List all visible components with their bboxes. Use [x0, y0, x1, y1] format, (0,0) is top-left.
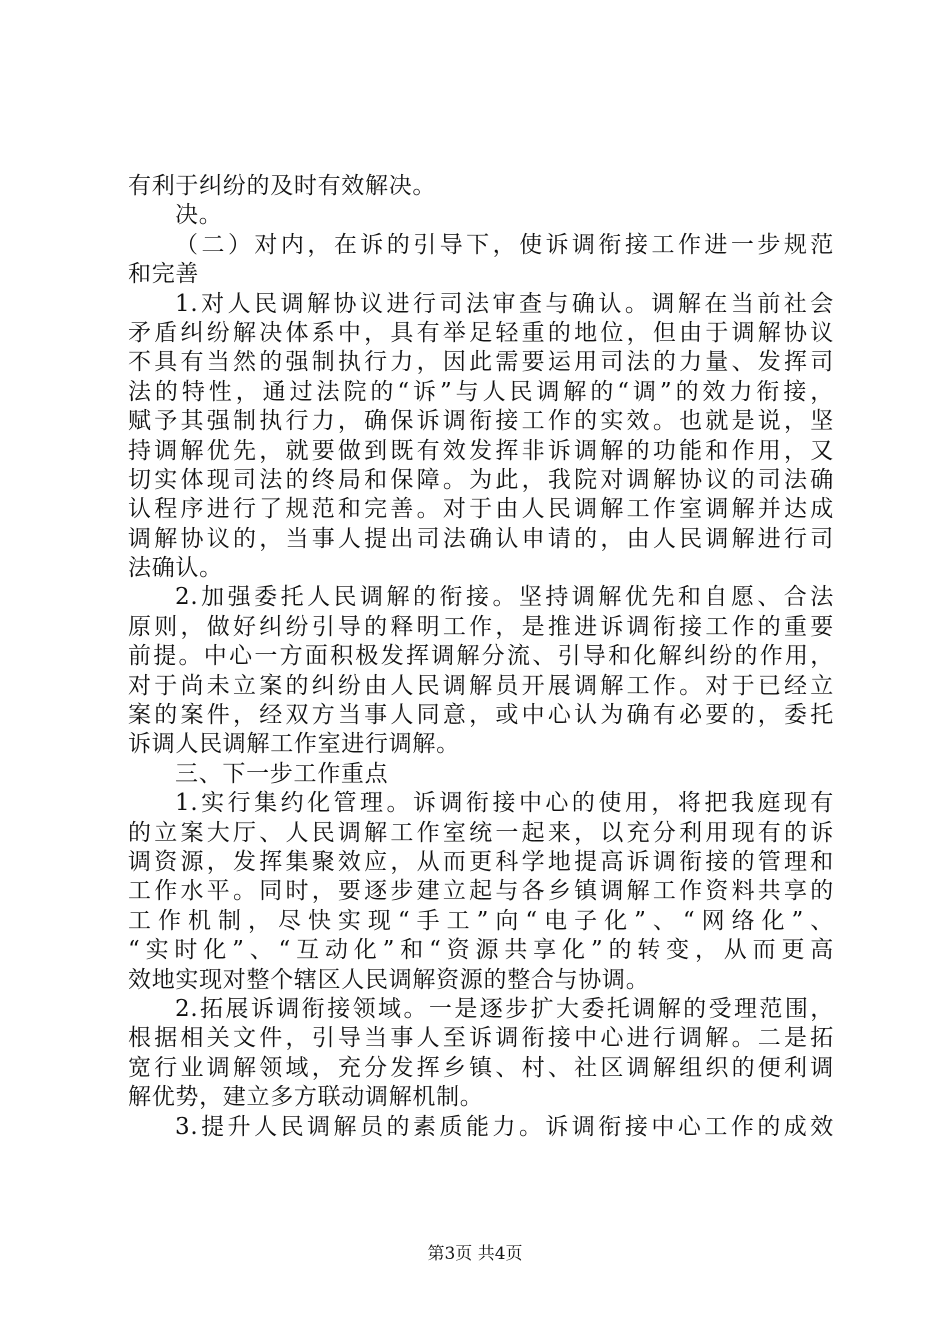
text-line: “实时化”、“互动化”和“资源共享化”的转变，从而更高 — [128, 937, 834, 964]
text-line: 切实体现司法的终局和保障。为此，我院对调解协议的司法确 — [128, 466, 834, 493]
text-line: 矛盾纠纷解决体系中，具有举足轻重的地位，但由于调解协议 — [128, 319, 834, 346]
text-line: 法的特性，通过法院的“诉”与人民调解的“调”的效力衔接， — [128, 378, 834, 405]
text-line: 1.实行集约化管理。诉调衔接中心的使用，将把我庭现有 — [175, 790, 834, 817]
text-line: 调解协议的，当事人提出司法确认申请的，由人民调解进行司 — [128, 525, 834, 552]
text-line: 对于尚未立案的纠纷由人民调解员开展调解工作。对于已经立 — [128, 672, 834, 699]
text-line: 和完善 — [128, 261, 200, 288]
text-line: 调资源，发挥集聚效应，从而更科学地提高诉调衔接的管理和 — [128, 848, 834, 875]
text-line: 3.提升人民调解员的素质能力。诉调衔接中心工作的成效 — [175, 1113, 834, 1140]
text-line: 2.加强委托人民调解的衔接。坚持调解优先和自愿、合法 — [175, 584, 834, 611]
text-line: 根据相关文件，引导当事人至诉调衔接中心进行调解。二是拓 — [128, 1025, 834, 1052]
text-line: 有利于纠纷的及时有效解决。 — [128, 173, 437, 199]
page-footer: 第3页 共4页 — [427, 1244, 523, 1264]
text-line: 解优势，建立多方联动调解机制。 — [128, 1084, 484, 1111]
text-line: 诉调人民调解工作室进行调解。 — [128, 731, 460, 758]
text-line: 前提。中心一方面积极发挥调解分流、引导和化解纠纷的作用， — [128, 643, 834, 670]
text-line: 持调解优先，就要做到既有效发挥非诉调解的功能和作用，又 — [128, 437, 834, 464]
text-line: 赋予其强制执行力，确保诉调衔接工作的实效。也就是说，坚 — [128, 408, 834, 435]
document-body — [128, 172, 834, 1142]
text-line: 案的案件，经双方当事人同意，或中心认为确有必要的，委托 — [128, 702, 834, 729]
text-line: 宽行业调解领域，充分发挥乡镇、村、社区调解组织的便利调 — [128, 1054, 834, 1081]
text-line: 1.对人民调解协议进行司法审查与确认。调解在当前社会 — [175, 290, 834, 317]
text-line: 的立案大厅、人民调解工作室统一起来，以充分利用现有的诉 — [128, 819, 834, 846]
text-line: 原则，做好纠纷引导的释明工作，是推进诉调衔接工作的重要 — [128, 613, 834, 640]
text-line: 工作机制，尽快实现“手工”向“电子化”、“网络化”、 — [128, 907, 834, 934]
text-line: 决。 — [175, 202, 223, 229]
text-line: 不具有当然的强制执行力，因此需要运用司法的力量、发挥司 — [128, 349, 834, 376]
text-line: 认程序进行了规范和完善。对于由人民调解工作室调解并达成 — [128, 496, 834, 523]
text-line: 效地实现对整个辖区人民调解资源的整合与协调。 — [128, 966, 650, 993]
text-line: 法确认。 — [128, 555, 223, 582]
text-line: 2.拓展诉调衔接领域。一是逐步扩大委托调解的受理范围， — [175, 995, 834, 1022]
text-line: （二）对内，在诉的引导下，使诉调衔接工作进一步规范 — [175, 231, 834, 258]
text-line: 工作水平。同时，要逐步建立起与各乡镇调解工作资料共享的 — [128, 878, 834, 905]
section-heading: 三、下一步工作重点 — [175, 760, 389, 787]
